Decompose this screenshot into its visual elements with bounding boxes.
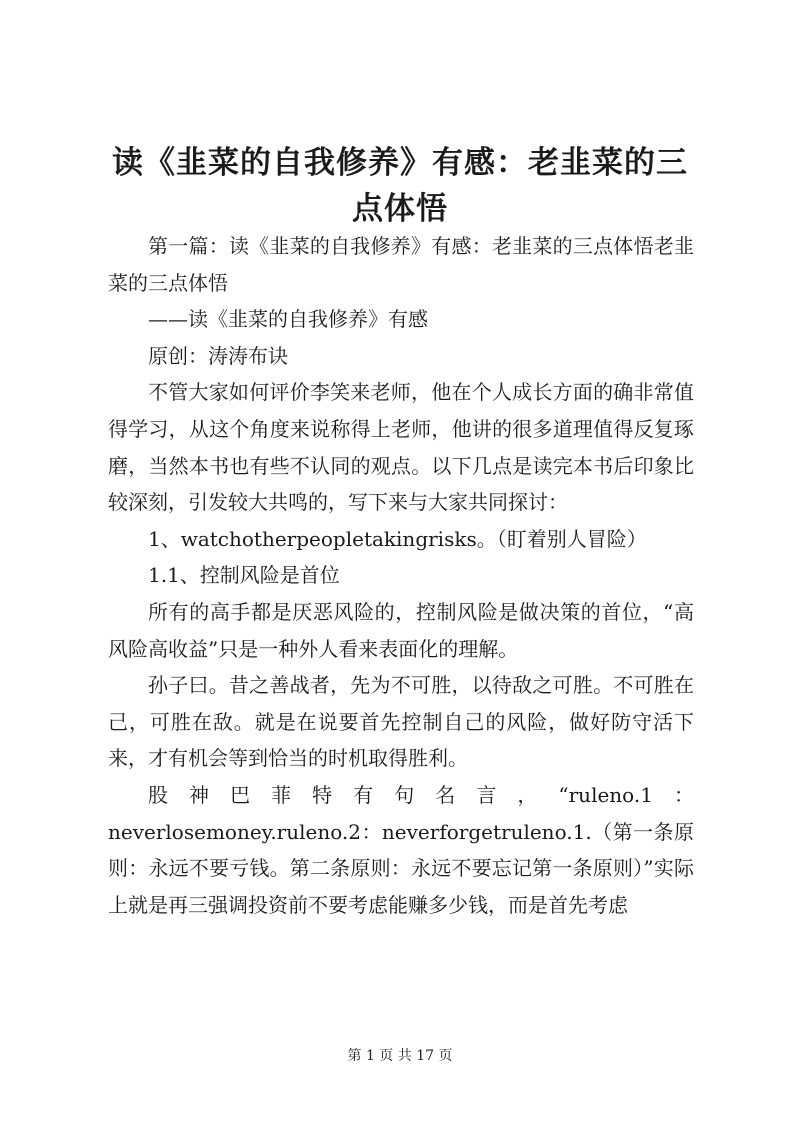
paragraph-intro: 不管大家如何评价李笑来老师，他在个人成长方面的确非常值得学习，从这个角度来说称得上老师，他讲的很多道理值得反复琢磨，当然本书也有些不认同的观点。以下几点是读完本书后印象比较深刻，引发较大共鸣的，写下来与大家共同探讨： xyxy=(108,380,694,515)
paragraph-author: 原创：涛涛布诀 xyxy=(148,343,288,368)
paragraph-point-1-1: 1.1、控制风险是首位 xyxy=(148,563,340,588)
paragraph-subtitle: ——读《韭菜的自我修养》有感 xyxy=(148,307,428,332)
paragraph-point-1: 1、watchotherpeopletakingrisks。（盯着别人冒险） xyxy=(148,526,647,551)
document-body xyxy=(108,228,694,923)
page-footer: 第 1 页 共 17 页 xyxy=(347,1048,453,1064)
paragraph-risk-control: 所有的高手都是厌恶风险的，控制风险是做决策的首位，“高风险高收益”只是一种外人看来表面化的理解。 xyxy=(108,599,694,661)
paragraph-section-heading: 第一篇：读《韭菜的自我修养》有感：老韭菜的三点体悟老韭菜的三点体悟 xyxy=(108,234,694,295)
paragraph-buffett: 股神巴菲特有句名言，“ruleno.1：neverlosemoney.ruleno.2：neverforgetruleno.1.（第一条原则：永远不要亏钱。第二条原则：永远不要忘记第一条原则）”实际上就是再三强调投资前不要考虑能赚多少钱，而是首先考虑 xyxy=(108,782,694,917)
document-title: 读《韭菜的自我修养》有感：老韭菜的三点体悟 xyxy=(112,145,688,227)
paragraph-sunzi: 孙子曰。昔之善战者，先为不可胜，以待敌之可胜。不可胜在己，可胜在敌。就是在说要首先控制自己的风险，做好防守活下来，才有机会等到恰当的时机取得胜利。 xyxy=(108,673,694,771)
